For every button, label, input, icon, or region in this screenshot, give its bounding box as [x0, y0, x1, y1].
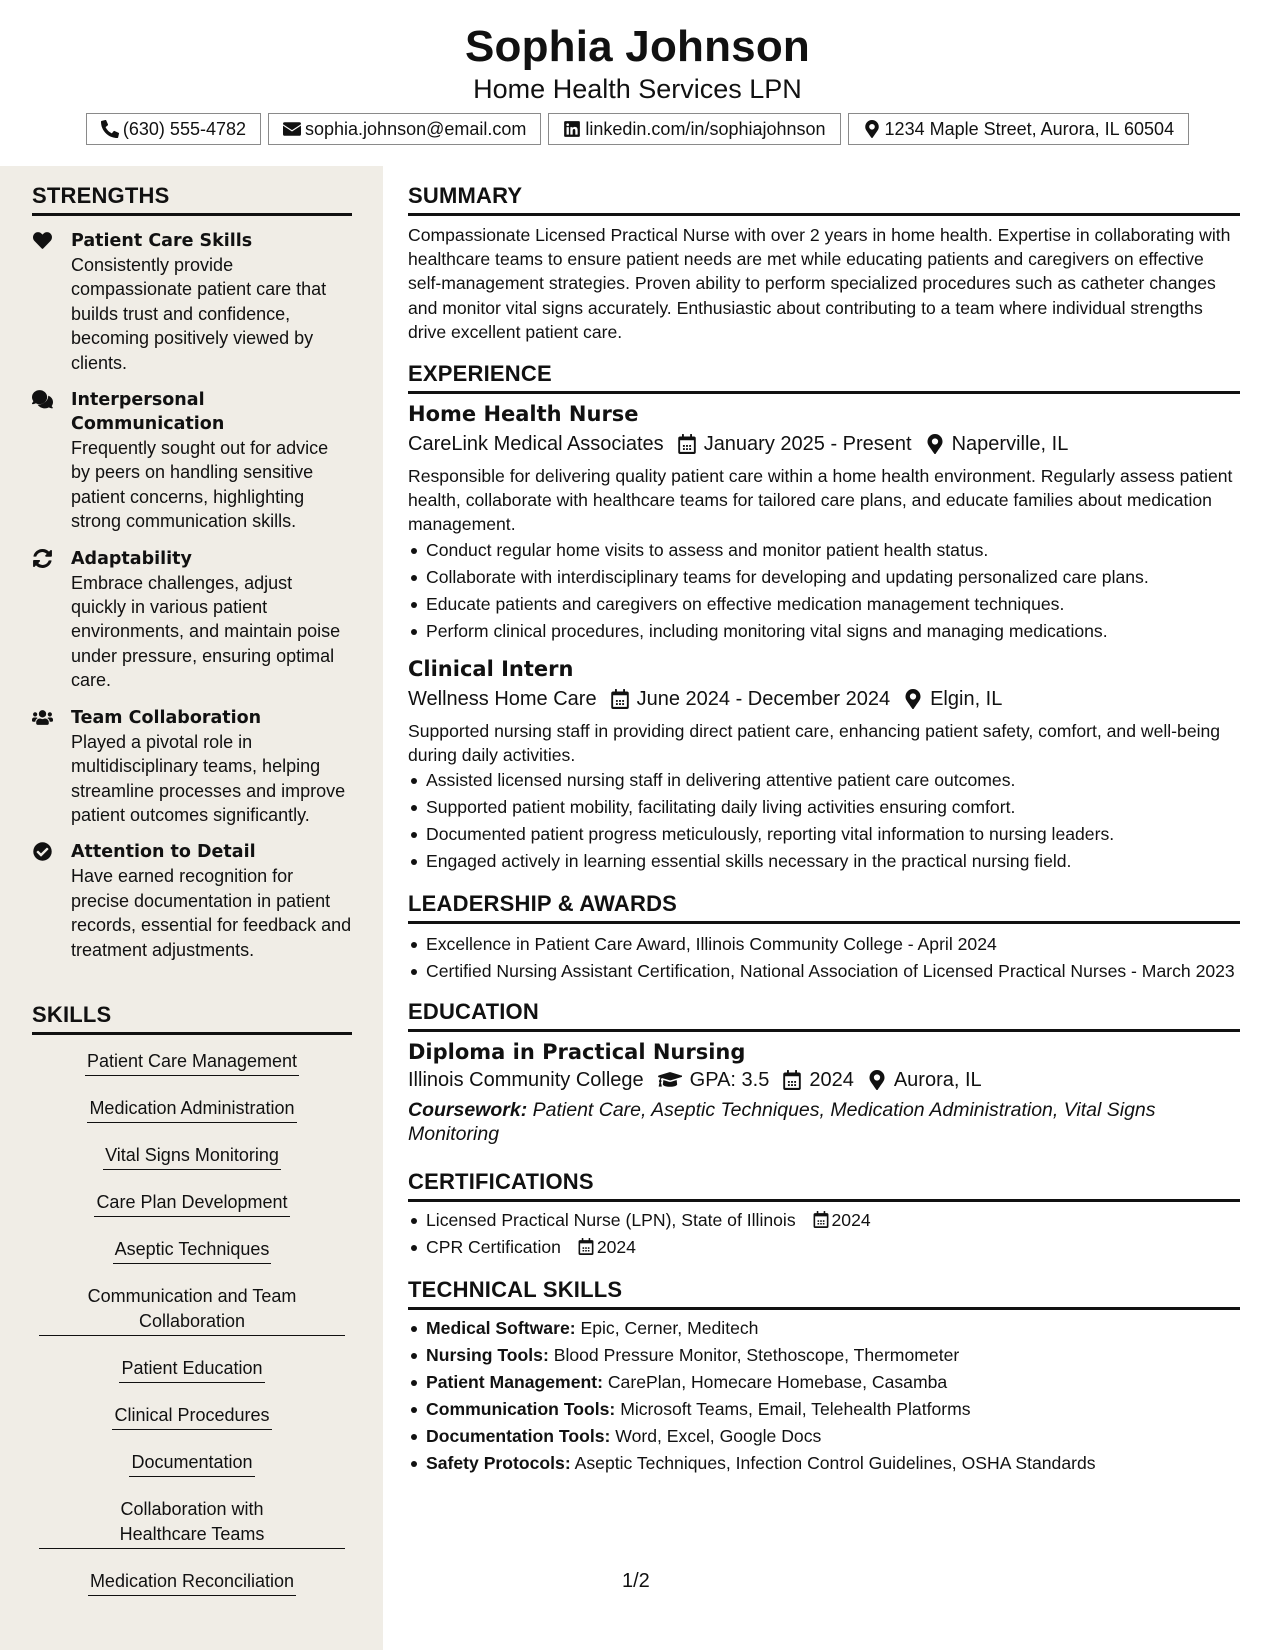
coursework [408, 1098, 1240, 1146]
awards-title: LEADERSHIP & AWARDS [408, 891, 1240, 924]
skill-item: Care Plan Development [32, 1190, 352, 1217]
job-bullet: Educate patients and caregivers on effective medication management techniques. [408, 591, 1240, 618]
tech-skill-item [408, 1315, 1240, 1342]
tech-skill-value: Aseptic Techniques, Infection Control Guidelines, OSHA Standards [574, 1453, 1096, 1474]
job-entry [408, 400, 1240, 645]
awards-list [408, 932, 1240, 983]
main-content [408, 166, 1240, 1477]
skill-item: Patient Care Management [32, 1049, 352, 1076]
summary-text: Compassionate Licensed Practical Nurse with over 2 years in home health. Expertise in collaborating with healthcare teams to ensure patient needs are met while educating patients and caregivers on effective self-management strategies. Proven ability to perform specialized procedures such as catheter changes and monitor vital signs accurately. Enthusiastic about contributing to a team where individual strengths drive excellent patient care. [408, 225, 1231, 342]
map-pin-icon [926, 434, 944, 454]
calendar-icon [813, 1211, 829, 1228]
calendar-icon [783, 1070, 801, 1090]
job-bullet: Collaborate with interdisciplinary teams for developing and updating personalized care plans. [408, 564, 1240, 591]
strength-item [32, 706, 352, 828]
certification-name: Licensed Practical Nurse (LPN), State of Illinois [426, 1210, 796, 1231]
job-entry [408, 655, 1240, 875]
skill-item: Patient Education [32, 1356, 352, 1383]
skill-item: Documentation [32, 1450, 352, 1477]
job-location: Elgin, IL [930, 687, 1003, 710]
coursework-label: Coursework: [408, 1099, 528, 1122]
strength-item [32, 547, 352, 693]
certification-name: CPR Certification [426, 1237, 561, 1258]
calendar-icon [678, 434, 696, 454]
technical-skills-title: TECHNICAL SKILLS [408, 1277, 1240, 1310]
awards-section [408, 891, 1240, 983]
check-circle-icon [32, 842, 53, 861]
contact-linkedin[interactable] [548, 113, 840, 145]
tech-skill-label: Nursing Tools: [426, 1345, 549, 1366]
strength-desc: Have earned recognition for precise documentation in patient records, essential for feedback and treatment adjustments. [71, 866, 352, 960]
job-meta [408, 685, 1240, 713]
contact-email-text: sophia.johnson@email.com [305, 118, 527, 139]
contact-email[interactable] [268, 113, 541, 145]
strength-title: Patient Care Skills [71, 231, 253, 251]
contact-phone[interactable] [86, 113, 261, 145]
strength-title: Interpersonal Communication [71, 390, 225, 435]
sidebar [0, 166, 383, 1650]
skill-item: Medication Reconciliation [32, 1569, 352, 1596]
strength-item [32, 388, 352, 534]
award-item: Certified Nursing Assistant Certification, National Association of Licensed Practical Nurses - March 2023 [408, 959, 1240, 983]
education-title: EDUCATION [408, 999, 1240, 1032]
strength-item [32, 840, 352, 962]
strength-desc: Frequently sought out for advice by peers on handling sensitive patient concerns, highlighting strong communication skills. [71, 438, 329, 532]
strengths-title: STRENGTHS [32, 183, 352, 216]
certification-year: 2024 [831, 1210, 871, 1231]
envelope-icon [283, 120, 301, 138]
heart-icon [32, 231, 53, 250]
strength-desc: Consistently provide compassionate patient care that builds trust and confidence, becoming positively viewed by clients. [71, 255, 327, 373]
tech-skill-item [408, 1369, 1240, 1396]
technical-skills-section [408, 1277, 1240, 1477]
tech-skill-label: Safety Protocols: [426, 1453, 571, 1474]
contact-address-text: 1234 Maple Street, Aurora, IL 60504 [884, 118, 1175, 139]
job-location: Naperville, IL [951, 433, 1069, 456]
tech-skill-item [408, 1450, 1240, 1477]
job-company: CareLink Medical Associates [408, 433, 664, 456]
map-pin-icon [868, 1070, 886, 1090]
skill-item: Collaboration with Healthcare Teams [32, 1497, 352, 1549]
strength-title: Attention to Detail [71, 842, 256, 863]
resume-header [0, 0, 1275, 166]
degree-title: Diploma in Practical Nursing [408, 1040, 746, 1065]
education-year: 2024 [809, 1069, 854, 1092]
summary-title: SUMMARY [408, 183, 1240, 216]
job-title: Clinical Intern [408, 656, 574, 681]
job-bullets [408, 767, 1240, 875]
tech-skill-value: CarePlan, Homecare Homebase, Casamba [607, 1372, 948, 1393]
technical-skills-list [408, 1315, 1240, 1477]
job-bullet: Documented patient progress meticulously, reporting vital information to nursing leaders. [408, 821, 1240, 848]
contact-linkedin-text: linkedin.com/in/sophiajohnson [585, 118, 826, 139]
contact-phone-text: (630) 555-4782 [122, 118, 246, 139]
certifications-section [408, 1169, 1240, 1261]
education-section [408, 999, 1240, 1146]
users-icon [32, 708, 53, 727]
strength-desc: Played a pivotal role in multidisciplinary teams, helping streamline processes and improve patient outcomes significantly. [71, 731, 346, 825]
certifications-title: CERTIFICATIONS [408, 1169, 1240, 1202]
skill-item: Medication Administration [32, 1096, 352, 1123]
job-dates: June 2024 - December 2024 [636, 687, 891, 710]
linkedin-icon [563, 120, 581, 138]
page-number: 1/2 [622, 1570, 650, 1592]
job-bullet: Supported patient mobility, facilitating daily living activities ensuring comfort. [408, 794, 1240, 821]
skill-item: Clinical Procedures [32, 1403, 352, 1430]
education-meta [408, 1066, 1240, 1094]
contact-address[interactable] [848, 113, 1190, 145]
job-bullet: Perform clinical procedures, including monitoring vital signs and managing medications. [408, 618, 1240, 645]
skills-list [32, 1049, 352, 1596]
refresh-icon [32, 549, 53, 568]
calendar-icon [578, 1238, 594, 1255]
certification-year: 2024 [596, 1237, 636, 1258]
tech-skill-value: Microsoft Teams, Email, Telehealth Platforms [620, 1399, 971, 1420]
tech-skill-label: Documentation Tools: [426, 1426, 611, 1447]
tech-skill-label: Patient Management: [426, 1372, 603, 1393]
certification-item [408, 1234, 1240, 1261]
summary-section [408, 183, 1240, 344]
job-dates: January 2025 - Present [703, 433, 912, 456]
job-title: Home Health Nurse [408, 402, 639, 427]
award-item: Excellence in Patient Care Award, Illinois Community College - April 2024 [408, 932, 1240, 956]
strength-item [32, 229, 352, 375]
education-gpa: GPA: 3.5 [689, 1069, 770, 1092]
experience-section [408, 361, 1240, 875]
job-description: Responsible for delivering quality patient care within a home health environment. Regularly assess patient health, collaborate with healthcare teams for tailored care plans, and educate families about medication management. [408, 466, 1233, 535]
job-meta [408, 430, 1240, 458]
tech-skill-value: Blood Pressure Monitor, Stethoscope, Thermometer [553, 1345, 960, 1366]
job-bullets [408, 537, 1240, 645]
strength-desc: Embrace challenges, adjust quickly in various patient environments, and maintain poise under pressure, ensuring optimal care. [71, 572, 341, 691]
certification-item [408, 1207, 1240, 1234]
skill-item: Vital Signs Monitoring [32, 1143, 352, 1170]
school-name: Illinois Community College [408, 1069, 644, 1092]
candidate-name: Sophia Johnson [464, 22, 811, 71]
skill-item: Aseptic Techniques [32, 1237, 352, 1264]
graduation-cap-icon [658, 1070, 682, 1090]
certifications-list [408, 1207, 1240, 1261]
tech-skill-item [408, 1396, 1240, 1423]
skills-section [32, 1002, 352, 1616]
tech-skill-value: Epic, Cerner, Meditech [580, 1318, 759, 1339]
education-location: Aurora, IL [893, 1069, 982, 1092]
strengths-section [32, 183, 352, 962]
strength-title: Adaptability [71, 548, 192, 569]
job-bullet: Assisted licensed nursing staff in delivering attentive patient care outcomes. [408, 767, 1240, 794]
tech-skill-item [408, 1423, 1240, 1450]
tech-skill-label: Medical Software: [426, 1318, 576, 1339]
skills-title: SKILLS [32, 1002, 352, 1035]
strength-title: Team Collaboration [71, 707, 262, 728]
job-company: Wellness Home Care [408, 687, 597, 710]
tech-skill-label: Communication Tools: [426, 1399, 616, 1420]
coursework-list: Patient Care, Aseptic Techniques, Medication Administration, Vital Signs Monitoring [408, 1099, 1156, 1146]
contact-bar [0, 113, 1275, 145]
calendar-icon [611, 689, 629, 709]
map-pin-icon [863, 120, 881, 138]
job-description: Supported nursing staff in providing direct patient care, enhancing patient safety, comfort, and well-being during daily activities. [408, 720, 1221, 765]
tech-skill-value: Word, Excel, Google Docs [615, 1426, 822, 1447]
chat-bubbles-icon [32, 390, 53, 409]
phone-icon [101, 120, 119, 138]
experience-title: EXPERIENCE [408, 361, 1240, 394]
skill-item: Communication and Team Collaboration [32, 1284, 352, 1336]
job-bullet: Conduct regular home visits to assess and monitor patient health status. [408, 537, 1240, 564]
tech-skill-item [408, 1342, 1240, 1369]
job-bullet: Engaged actively in learning essential skills necessary in the practical nursing field. [408, 848, 1240, 875]
candidate-role: Home Health Services LPN [473, 74, 802, 104]
map-pin-icon [904, 689, 922, 709]
